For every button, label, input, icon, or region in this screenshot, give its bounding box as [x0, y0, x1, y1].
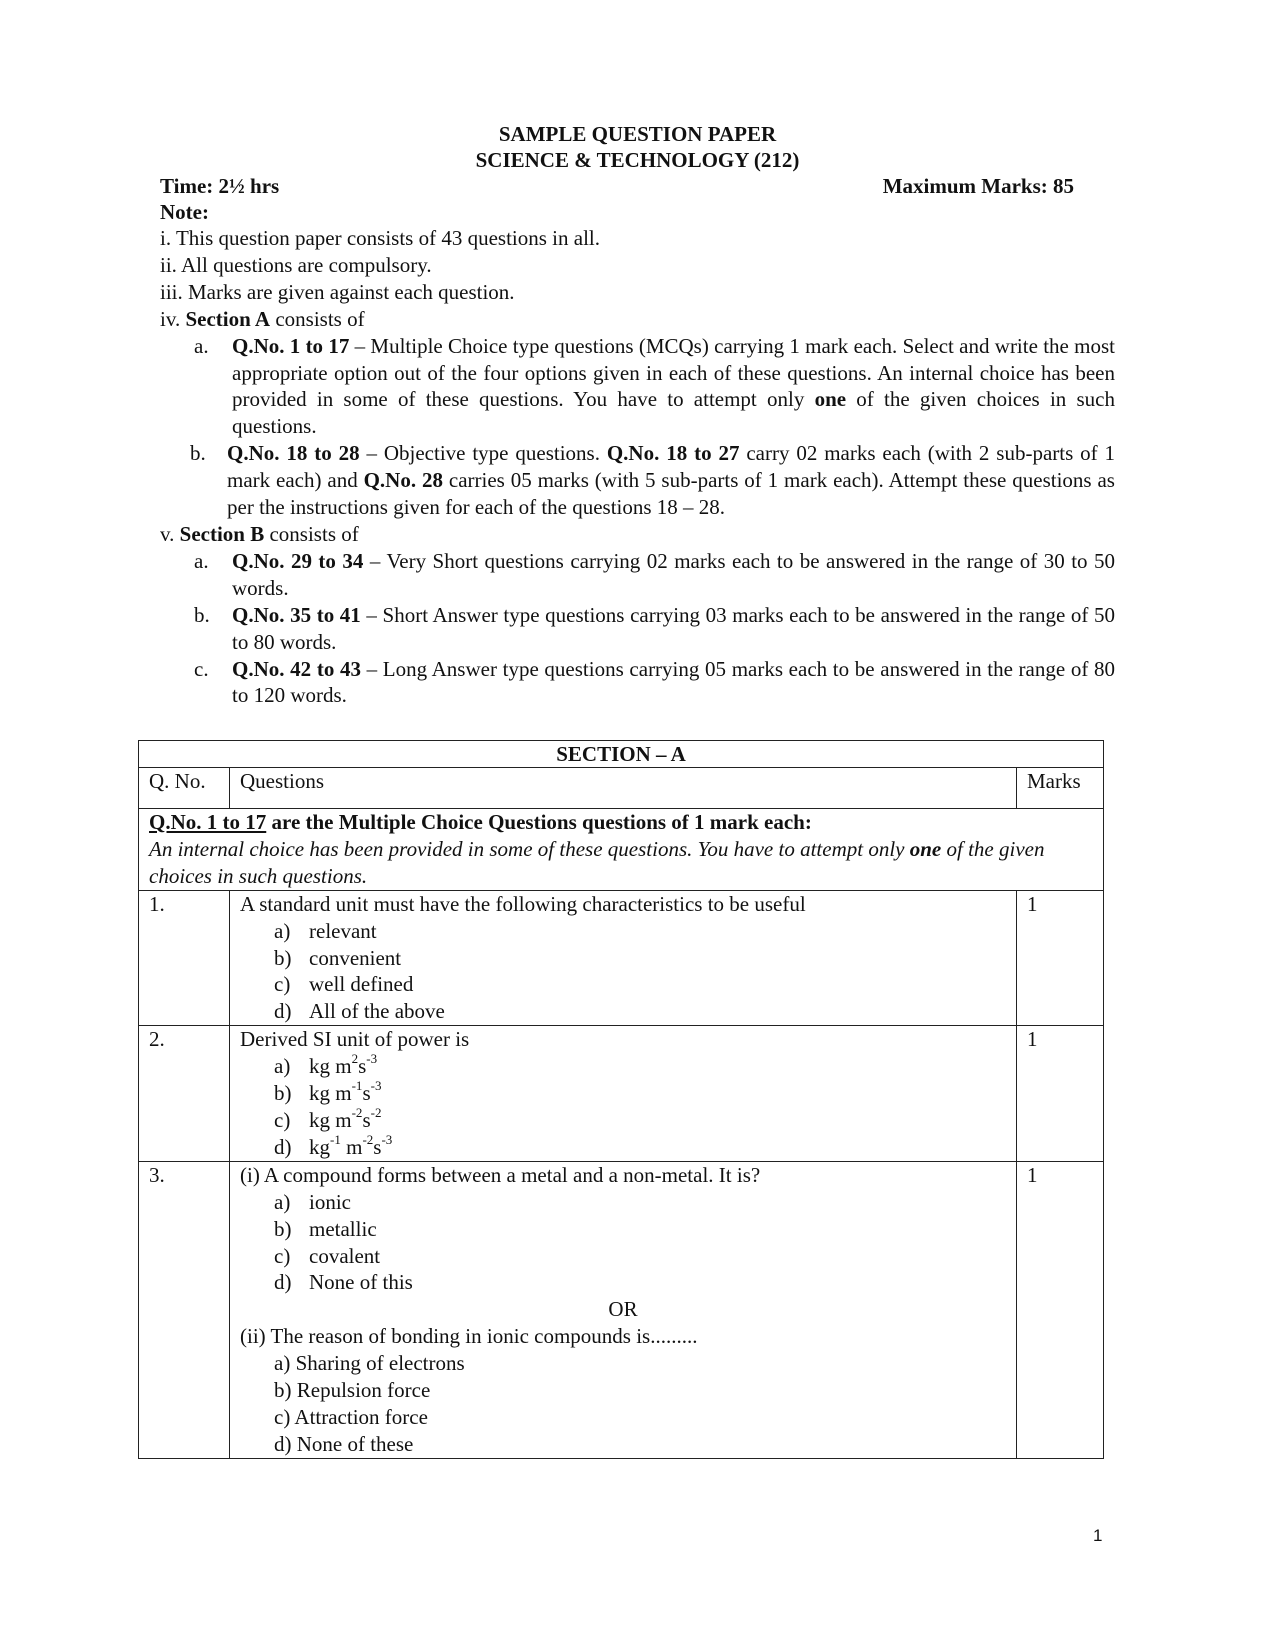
option-exponent: -2 [351, 1104, 363, 1120]
instruction-v-c [160, 656, 1115, 710]
option-exponent: -2 [370, 1104, 382, 1120]
option-text: None of this [309, 1270, 413, 1295]
option-exponent: -3 [366, 1051, 378, 1067]
option [274, 1080, 1006, 1107]
instruction-v-a-letter: a. [194, 548, 209, 573]
option-unit: kg m [309, 1054, 352, 1079]
instruction-v-a [160, 548, 1115, 602]
col-header-qno: Q. No. [139, 768, 230, 809]
instruction-i: i. This question paper consists of 43 questions in all. [160, 226, 600, 250]
options-list [240, 1053, 1006, 1161]
option-text: relevant [309, 918, 377, 943]
section-a-table [138, 740, 1104, 1459]
or-separator: OR [608, 1297, 638, 1322]
option: a) Sharing of electrons [274, 1351, 465, 1376]
instruction-v-b-range: Q.No. 35 to 41 [232, 602, 361, 627]
question-number: 3. [139, 1161, 230, 1458]
option-unit: kg m [309, 1107, 352, 1132]
option-text: ionic [309, 1189, 351, 1214]
instruction-iv-a [160, 333, 1115, 441]
option-exponent: 2 [351, 1051, 359, 1067]
instruction-v-b [160, 602, 1115, 656]
option-text: All of the above [309, 999, 445, 1024]
option-text: well defined [309, 972, 414, 997]
table-row [139, 1026, 1104, 1162]
instruction-iv-b-text2: carry 02 marks each (with 2 sub-parts of 1 mark each) and [227, 441, 1116, 493]
options-list [240, 1189, 1006, 1297]
instruction-v-c-letter: c. [194, 656, 209, 681]
option-unit: kg [309, 1134, 330, 1159]
table-row [139, 890, 1104, 1026]
instruction-iv-a-range: Q.No. 1 to 17 [232, 333, 350, 358]
instruction-ii: ii. All questions are compulsory. [160, 252, 432, 277]
option [274, 1104, 1006, 1134]
instruction-iv-b-text3: carries 05 marks (with 5 sub-parts of 1 mark each). Attempt these questions as per the instructions given for each of the questions 18 – 28. [227, 468, 1115, 520]
col-header-questions: Questions [230, 768, 1017, 809]
option-exponent: -2 [362, 1131, 374, 1147]
option [274, 998, 1006, 1025]
option [274, 1189, 1006, 1216]
option-exponent: -3 [370, 1078, 382, 1094]
option-unit: m [340, 1134, 363, 1159]
paper-title: SAMPLE QUESTION PAPER [498, 122, 777, 146]
instruction-v-b-letter: b. [194, 602, 210, 627]
option-unit: s [358, 1054, 367, 1079]
instruction-v [160, 521, 1115, 548]
section-intro-note-text2: of the given choices in such questions. [149, 836, 1045, 888]
instruction-iv-a-text: – Multiple Choice type questions (MCQs) carrying 1 mark each. Select and write the most appropriate option out of the four options given in each of these questions. An internal choice has been provided in some of these questions. You have to attempt only [232, 333, 1115, 412]
maximum-marks: Maximum Marks: 85 [882, 174, 1074, 198]
option: c) Attraction force [274, 1404, 428, 1429]
option-letter: b) [274, 945, 292, 970]
option-text: metallic [309, 1216, 377, 1241]
instruction-iii: iii. Marks are given against each question. [160, 279, 515, 304]
instructions [160, 225, 1115, 709]
table-row [139, 1161, 1104, 1458]
instruction-v-c-text: – Long Answer type questions carrying 05 marks each to be answered in the range of 80 to 120 words. [232, 656, 1115, 708]
instruction-v-text: consists of [264, 521, 359, 546]
instruction-iv [160, 306, 1115, 333]
option-letter: d) [274, 1134, 292, 1159]
question-number: 1. [139, 890, 230, 1026]
instruction-iv-section: Section A [185, 306, 271, 331]
question-marks: 1 [1017, 890, 1104, 1026]
section-intro [139, 809, 1104, 891]
section-intro-note-text: An internal choice has been provided in some of these questions. You have to attempt only [149, 836, 910, 861]
option-letter: c) [274, 1243, 291, 1268]
option: b) Repulsion force [274, 1378, 431, 1403]
question-text: Derived SI unit of power is [240, 1027, 470, 1052]
question-cell [230, 1026, 1017, 1162]
option [274, 1269, 1006, 1296]
instruction-iv-a-one: one [814, 387, 847, 412]
question-number: 2. [139, 1026, 230, 1162]
instruction-iv-b-text: – Objective type questions. [359, 441, 607, 466]
instruction-v-num: v. [160, 521, 180, 546]
option-letter: c) [274, 1107, 291, 1132]
option [274, 1216, 1006, 1243]
instruction-v-a-range: Q.No. 29 to 34 [232, 548, 364, 573]
question-text: (i) A compound forms between a metal and a non-metal. It is? [240, 1162, 761, 1187]
option [274, 971, 1006, 998]
option-unit: s [362, 1107, 371, 1132]
section-title: SECTION – A [139, 741, 1104, 768]
options-list [240, 918, 1006, 1026]
page-number: 1 [1093, 1526, 1103, 1545]
instruction-iv-b-range: Q.No. 18 to 28 [227, 441, 360, 466]
note-label: Note: [160, 200, 209, 224]
instruction-v-b-text: – Short Answer type questions carrying 03 marks each to be answered in the range of 50 to 80 words. [232, 602, 1116, 654]
option-text: covalent [309, 1243, 381, 1268]
section-intro-range: Q.No. 1 to 17 [149, 810, 267, 834]
option-letter: a) [274, 1189, 291, 1214]
question-marks: 1 [1017, 1161, 1104, 1458]
instruction-iv-b-range2: Q.No. 18 to 27 [606, 441, 740, 466]
section-intro-row [139, 809, 1104, 891]
section-intro-note [149, 836, 1093, 890]
option-unit: s [373, 1134, 382, 1159]
section-title-row [139, 741, 1104, 768]
option-letter: d) [274, 999, 292, 1024]
option-letter: d) [274, 1270, 292, 1295]
option [274, 1243, 1006, 1270]
option-letter: b) [274, 1216, 292, 1241]
section-intro-heading-text: are the Multiple Choice Questions questions of 1 mark each: [266, 810, 812, 834]
options-list-alt [240, 1350, 1006, 1458]
question-text: A standard unit must have the following characteristics to be useful [240, 891, 806, 916]
option [274, 945, 1006, 972]
question-text-alt: (ii) The reason of bonding in ionic compounds is......... [240, 1324, 698, 1349]
instruction-iv-num: iv. [160, 306, 186, 331]
option [274, 1131, 1006, 1161]
option [274, 918, 1006, 945]
option-letter: b) [274, 1081, 292, 1106]
section-intro-note-one: one [909, 836, 942, 861]
option-exponent: -3 [381, 1131, 393, 1147]
paper-subject: SCIENCE & TECHNOLOGY (212) [475, 148, 800, 172]
option [274, 1053, 1006, 1080]
option-letter: a) [274, 1054, 291, 1079]
option-exponent: -1 [351, 1078, 363, 1094]
option-exponent: -1 [330, 1131, 341, 1147]
instruction-iv-b-letter: b. [190, 441, 206, 466]
instruction-v-section: Section B [179, 521, 265, 546]
section-intro-heading [149, 809, 1093, 836]
instruction-iv-b [160, 440, 1115, 521]
option-text: convenient [309, 945, 402, 970]
instruction-iv-a-text2: of the given choices in such questions. [232, 387, 1115, 439]
instruction-iv-a-letter: a. [194, 333, 209, 358]
instruction-iv-b-range3: Q.No. 28 [363, 468, 443, 493]
question-cell [230, 1161, 1017, 1458]
option-letter: c) [274, 972, 291, 997]
question-cell [230, 890, 1017, 1026]
instruction-iv-text: consists of [270, 306, 365, 331]
table-header-row [139, 768, 1104, 809]
time-allowed: Time: 2½ hrs [160, 174, 280, 198]
option-unit: s [362, 1081, 371, 1106]
col-header-marks: Marks [1017, 768, 1104, 809]
option-unit: kg m [309, 1081, 352, 1106]
question-marks: 1 [1017, 1026, 1104, 1162]
option: d) None of these [274, 1431, 414, 1456]
instruction-v-a-text: – Very Short questions carrying 02 marks each to be answered in the range of 30 to 50 words. [232, 548, 1115, 600]
option-letter: a) [274, 918, 291, 943]
instruction-v-c-range: Q.No. 42 to 43 [232, 656, 361, 681]
